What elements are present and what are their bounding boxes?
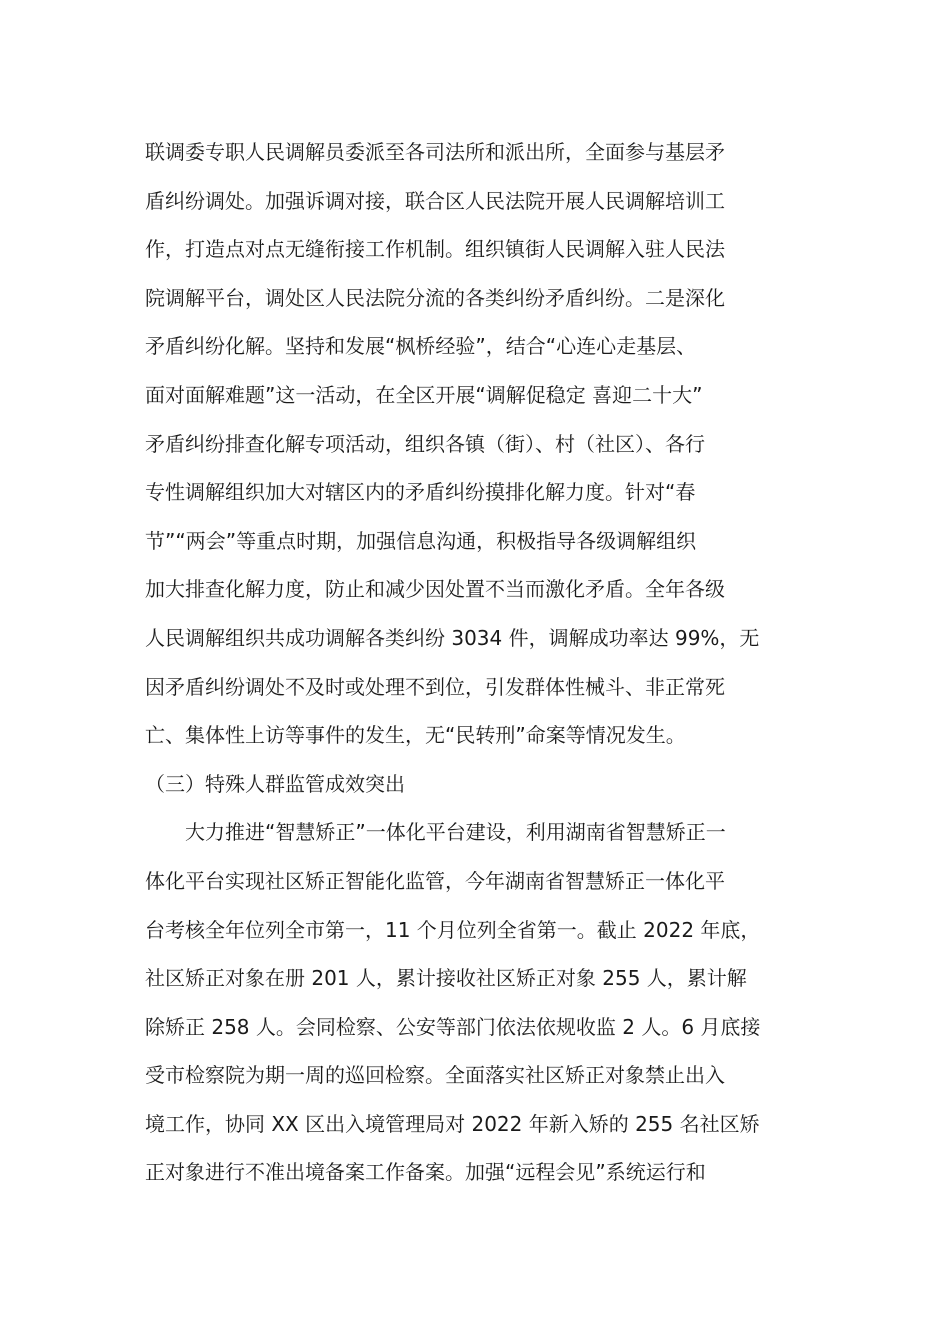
text-line: 面对面解难题”这一活动，在全区开展“调解促稳定 喜迎二十大” [145, 382, 703, 407]
text-line: 作，打造点对点无缝衔接工作机制。组织镇街人民调解入驻人民法 [145, 237, 725, 262]
text-line: 境工作，协同 XX 区出入境管理局对 2022 年新入矫的 255 名社区矫 [145, 1111, 760, 1136]
text-line: 社区矫正对象在册 201 人，累计接收社区矫正对象 255 人，累计解 [145, 966, 747, 991]
text-line: 因矛盾纠纷调处不及时或处理不到位，引发群体性械斗、非正常死 [145, 674, 725, 699]
text-line: 专性调解组织加大对辖区内的矛盾纠纷摸排化解力度。针对“春 [145, 480, 696, 505]
text-line: 受市检察院为期一周的巡回检察。全面落实社区矫正对象禁止出入 [145, 1063, 725, 1088]
text-line: 台考核全年位列全市第一，11 个月位列全省第一。截止 2022 年底， [145, 917, 761, 942]
text-line: 体化平台实现社区矫正智能化监管，今年湖南省智慧矫正一体化平 [145, 868, 725, 893]
text-line: 人民调解组织共成功调解各类纠纷 3034 件，调解成功率达 99%，无 [145, 625, 760, 650]
text-line: 院调解平台，调处区人民法院分流的各类纠纷矛盾纠纷。二是深化 [145, 285, 725, 310]
text-line: 联调委专职人民调解员委派至各司法所和派出所，全面参与基层矛 [145, 140, 725, 164]
text-line: 大力推进“智慧矫正”一体化平台建设，利用湖南省智慧矫正一 [185, 820, 726, 845]
section-heading: （三）特殊人群监管成效突出 [145, 771, 405, 796]
text-line: 矛盾纠纷排查化解专项活动，组织各镇（街）、村（社区）、各行 [145, 431, 705, 456]
text-line: 矛盾纠纷化解。坚持和发展“枫桥经验”，结合“心连心走基层、 [145, 334, 697, 359]
text-line: 除矫正 258 人。会同检察、公安等部门依法依规收监 2 人。6 月底接 [145, 1014, 761, 1039]
text-line: 正对象进行不准出境备案工作备案。加强“远程会见”系统运行和 [145, 1160, 706, 1185]
text-line: 亡、集体性上访等事件的发生，无“民转刑”命案等情况发生。 [145, 723, 686, 748]
text-line: 加大排查化解力度，防止和减少因处置不当而激化矛盾。全年各级 [145, 577, 725, 602]
document-body [145, 128, 815, 1197]
text-line: 盾纠纷调处。加强诉调对接，联合区人民法院开展人民调解培训工 [145, 188, 725, 213]
text-line: 节”“两会”等重点时期，加强信息沟通，积极指导各级调解组织 [145, 528, 697, 553]
